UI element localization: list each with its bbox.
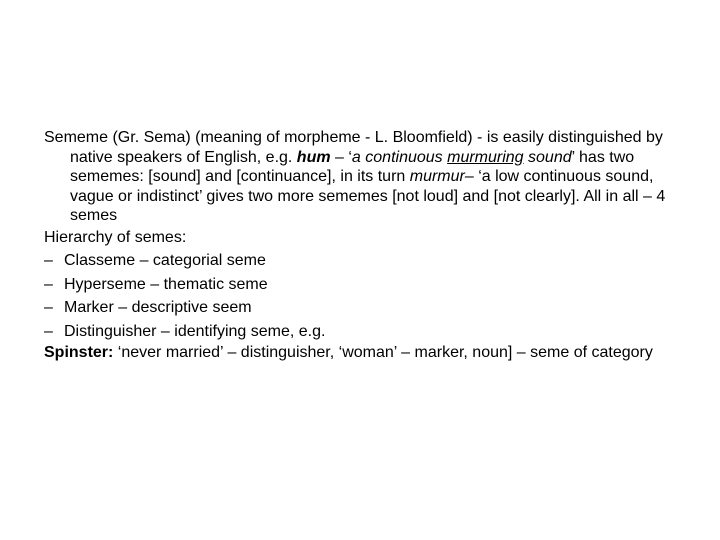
hierarchy-item-text: Distinguisher – identifying seme, e.g. xyxy=(64,322,326,340)
dash-marker: – xyxy=(44,322,53,340)
definition-text-3: ’ has two sememes: [sound] and [continuance], in its turn xyxy=(70,148,635,186)
example-term: Spinster: xyxy=(44,344,114,362)
example-word-murmur: murmur xyxy=(409,168,465,186)
dash-marker: – xyxy=(44,299,53,317)
hum-gloss-underlined: murmuring xyxy=(447,148,524,166)
hierarchy-item xyxy=(44,273,684,297)
definition-text-2: – ‘ xyxy=(330,148,352,166)
hierarchy-item-text: Marker – descriptive seem xyxy=(64,299,252,317)
hierarchy-item xyxy=(44,296,684,320)
definition-text-1: Sememe (Gr. Sema) (meaning of morpheme - L. Bloomfield) - is easily distinguished by native speakers of English, e.g. xyxy=(44,129,663,166)
dash-marker: – xyxy=(44,275,53,293)
hierarchy-item xyxy=(44,320,684,344)
definition-text-4: – ‘a low continuous sound, vague or indistinct’ gives two more sememes [not loud] and [not clearly]. All in all – 4 semes xyxy=(70,168,666,225)
sememe-definition xyxy=(44,128,684,226)
hierarchy-item-text: Classeme – categorial seme xyxy=(64,252,266,270)
dash-marker: – xyxy=(44,252,53,270)
hum-gloss-c: sound xyxy=(523,148,572,166)
hum-gloss-a: a continuous xyxy=(351,148,448,166)
hierarchy-item-text: Hyperseme – thematic seme xyxy=(64,275,268,293)
example-text: ‘never married’ – distinguisher, ‘woman’ – marker, noun] – seme of category xyxy=(113,344,653,362)
hierarchy-title: Hierarchy of semes: xyxy=(44,228,187,246)
example-word-hum: hum xyxy=(296,148,331,166)
hierarchy-item xyxy=(44,249,684,273)
hierarchy-list xyxy=(44,249,684,343)
slide-body xyxy=(44,128,684,363)
spinster-example xyxy=(44,343,684,363)
